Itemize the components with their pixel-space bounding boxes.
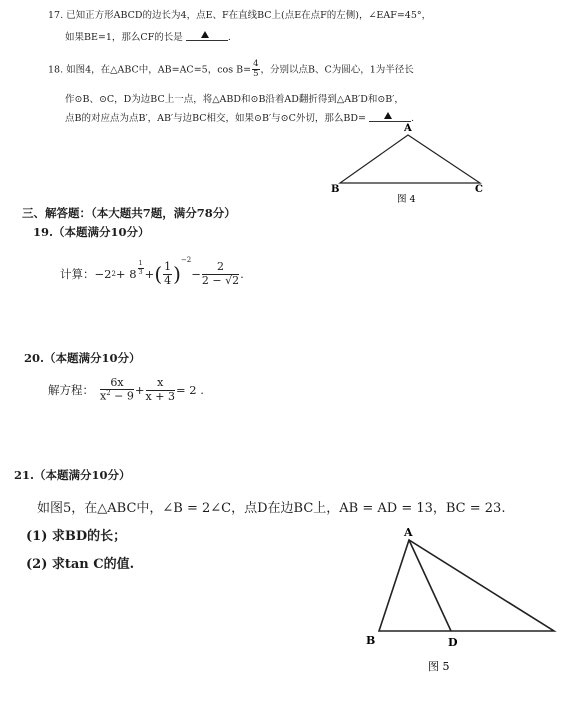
triangle-abc: [379, 540, 554, 631]
q17-line2-end: .: [227, 32, 231, 43]
q21-stem: 如图5，在△ABC中，∠B = 2∠C，点D在边BC上，AB = AD = 13，BC = 23.: [37, 501, 506, 516]
q19-exp2-den: 3: [138, 267, 143, 276]
q19-plus2: +: [144, 267, 155, 281]
fig5-label-d: D: [448, 636, 458, 649]
q19-minus: −: [191, 267, 201, 281]
q20-f2-den: x + 3: [145, 389, 175, 403]
cos-numerator: 4: [253, 59, 259, 69]
q19-inner-den: 4: [164, 273, 172, 287]
q17-line2: [65, 29, 231, 43]
q19-heading: 19.（本题满分10分）: [33, 225, 150, 239]
left-paren: (: [154, 262, 163, 286]
q19-term2: + 8: [115, 267, 137, 281]
q18-line1-text-b: ，分别以点B、C为圆心，1为半径长: [260, 64, 414, 76]
q20-fraction-1: [100, 377, 134, 403]
section-heading: 三、解答题：（本大题共7题，满分78分）: [22, 206, 236, 220]
q19-exp3: −2: [180, 256, 192, 264]
figure-4: [325, 120, 495, 208]
q19-exp1: 2: [111, 270, 116, 278]
q20-f1-den-exp: 2: [106, 389, 111, 398]
triangle-abc: [340, 135, 480, 183]
q20-f1-den-var: x: [100, 389, 107, 403]
q20-fraction-2: [146, 377, 175, 402]
q18-line3-end: .: [410, 113, 414, 124]
q20-prefix: 解方程：: [48, 383, 94, 397]
fig4-label-c: C: [475, 184, 483, 195]
q19-exp2-num: 1: [138, 259, 143, 268]
fig4-caption: 图 4: [397, 194, 416, 205]
q19-exp2: [138, 260, 144, 275]
q20-f2-num: x: [146, 377, 175, 390]
cos-denominator: 5: [253, 69, 259, 80]
q19-last-fraction: [202, 261, 239, 286]
q17-line1: 17. 已知正方形ABCD的边长为4，点E、F在直线BC上(点E在点F的左侧)，∠EAF=45°，: [48, 10, 432, 21]
q18-line1-text-a: 18. 如图4，在△ABC中，AB=AC=5，cos B=: [48, 64, 252, 76]
q21-part1: (1) 求BD的长；: [26, 529, 127, 544]
answer-blank: [186, 30, 228, 41]
q19-last-num: 2: [202, 261, 239, 274]
q20-f1-num: 6x: [100, 377, 134, 390]
cos-fraction: [252, 60, 259, 80]
fig5-label-b: B: [366, 634, 376, 647]
q20-expression: [48, 372, 204, 408]
fig4-label-a: A: [404, 123, 412, 134]
q19-inner-fraction: [163, 261, 172, 286]
q21-heading: 21.（本题满分10分）: [14, 468, 131, 482]
triangle-mark-icon: [384, 112, 392, 119]
q17-line2-text: 如果BE=1，那么CF的长是: [65, 32, 183, 43]
q18-line3-text: 点B的对应点为点B′，AB′与边BC相交，如果⊙B′与⊙C外切，那么BD=: [65, 113, 366, 124]
q21-part2: (2) 求tan C的值.: [26, 557, 135, 572]
q20-f1-den-const: − 9: [110, 389, 134, 403]
q20-rhs: = 2 .: [175, 383, 204, 397]
q20-plus: +: [134, 383, 145, 397]
fig5-caption: 图 5: [428, 660, 450, 673]
right-paren: ): [173, 262, 181, 286]
fig5-label-a: A: [404, 526, 413, 539]
q19-end: .: [240, 267, 244, 281]
q19-prefix: 计算：: [60, 267, 95, 281]
q18-line1: [48, 60, 414, 80]
q20-heading: 20.（本题满分10分）: [24, 351, 141, 365]
q19-expression: [60, 254, 244, 294]
fig4-label-b: B: [331, 184, 340, 195]
triangle-mark-icon: [201, 31, 209, 38]
q19-inner-num: 1: [164, 260, 172, 274]
q19-term1: −2: [94, 267, 112, 281]
q19-last-den: 2 − √2: [201, 273, 240, 287]
q18-line2: 作⊙B、⊙C，D为边BC上一点，将△ABD和⊙B沿着AD翻折得到△AB′D和⊙B′，: [65, 94, 404, 105]
figure-5: [360, 522, 560, 682]
q20-f1-den: [100, 390, 134, 403]
